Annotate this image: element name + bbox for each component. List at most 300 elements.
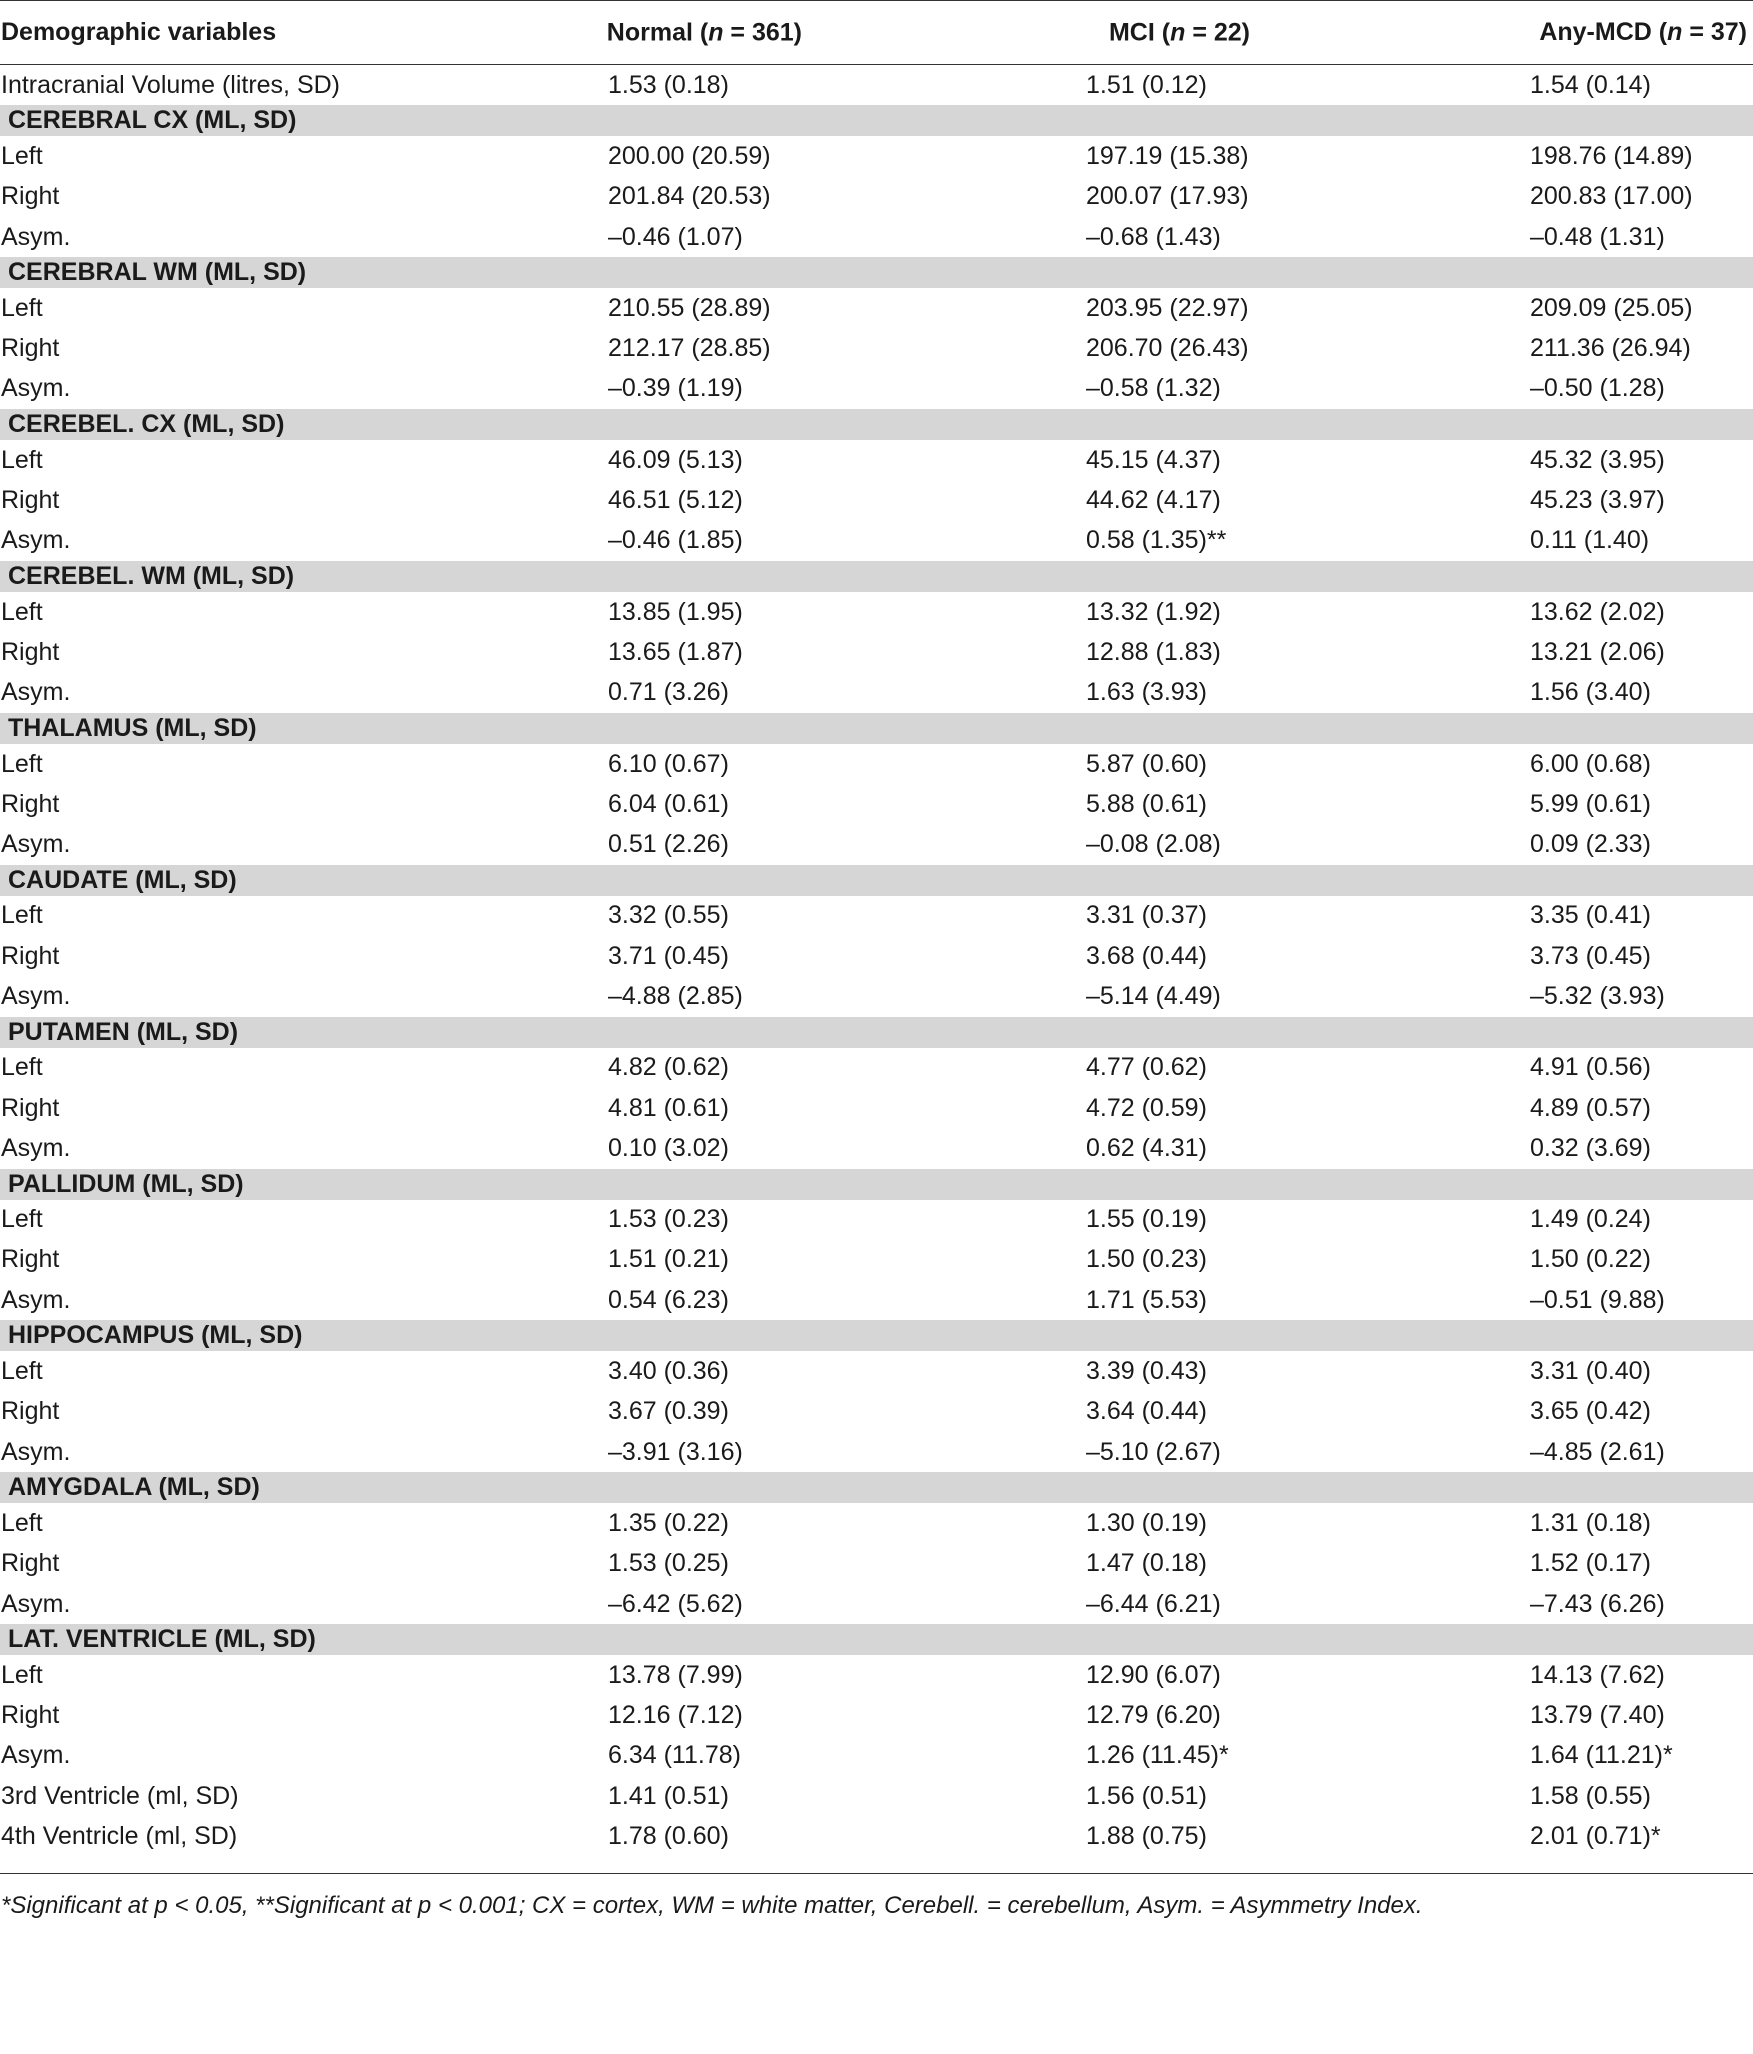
cell-value: 3.71 (0.45) bbox=[608, 941, 729, 970]
table-row bbox=[0, 1432, 1753, 1472]
cell-value: 0.11 (1.40) bbox=[1530, 526, 1650, 555]
section-header-row bbox=[0, 561, 1753, 592]
table-row bbox=[0, 1503, 1753, 1543]
cell-value: 13.85 (1.95) bbox=[608, 597, 743, 626]
row-label: Asym. bbox=[1, 830, 71, 859]
cell-value: 0.58 (1.35)** bbox=[1086, 526, 1227, 555]
cell-value: –6.42 (5.62) bbox=[608, 1589, 743, 1618]
row-label: Right bbox=[1, 1549, 60, 1578]
value-mci bbox=[770, 1432, 1248, 1472]
value-mci bbox=[770, 936, 1248, 976]
section-header-label: HIPPOCAMPUS (ML, SD) bbox=[0, 1320, 1753, 1351]
cell-value: 1.58 (0.55) bbox=[1530, 1781, 1651, 1810]
cell-value: 45.23 (3.97) bbox=[1530, 486, 1665, 515]
cell-value: 4.89 (0.57) bbox=[1530, 1093, 1651, 1122]
value-normal bbox=[560, 1816, 770, 1856]
value-normal bbox=[560, 1200, 770, 1240]
cell-value: 1.52 (0.17) bbox=[1530, 1549, 1651, 1578]
table-row bbox=[0, 177, 1753, 217]
value-any-mcd bbox=[1248, 440, 1753, 480]
cell-value: 3.73 (0.45) bbox=[1530, 941, 1651, 970]
table-row bbox=[0, 1584, 1753, 1624]
value-any-mcd bbox=[1248, 1544, 1753, 1584]
table-row bbox=[0, 632, 1753, 672]
section-header-row bbox=[0, 1472, 1753, 1503]
table-row bbox=[0, 1392, 1753, 1432]
cell-value: –0.46 (1.07) bbox=[608, 222, 743, 251]
table-row bbox=[0, 440, 1753, 480]
row-label: Right bbox=[1, 486, 60, 515]
cell-value: 4.91 (0.56) bbox=[1530, 1053, 1651, 1082]
section-header-label: CEREBRAL WM (ML, SD) bbox=[0, 257, 1753, 288]
cell-value: 1.64 (11.21)* bbox=[1530, 1741, 1673, 1770]
value-any-mcd bbox=[1248, 1655, 1753, 1695]
value-normal bbox=[560, 1696, 770, 1736]
cell-value: 1.51 (0.21) bbox=[608, 1245, 729, 1274]
cell-value: 1.54 (0.14) bbox=[1530, 70, 1651, 99]
cell-value: –0.48 (1.31) bbox=[1530, 222, 1665, 251]
cell-value: 12.88 (1.83) bbox=[1086, 637, 1221, 666]
value-normal bbox=[560, 288, 770, 328]
value-any-mcd bbox=[1248, 1240, 1753, 1280]
value-mci bbox=[770, 1584, 1248, 1624]
cell-value: 4.81 (0.61) bbox=[608, 1093, 729, 1122]
cell-value: 5.88 (0.61) bbox=[1086, 789, 1207, 818]
row-label: Left bbox=[1, 445, 43, 474]
value-any-mcd bbox=[1248, 632, 1753, 672]
value-mci bbox=[770, 440, 1248, 480]
value-mci bbox=[770, 1048, 1248, 1088]
value-mci bbox=[770, 1736, 1248, 1776]
section-header-row bbox=[0, 713, 1753, 744]
section-header-row bbox=[0, 1320, 1753, 1351]
cell-value: 12.90 (6.07) bbox=[1086, 1660, 1221, 1689]
value-normal bbox=[560, 1392, 770, 1432]
value-normal bbox=[560, 1088, 770, 1128]
cell-value: 203.95 (22.97) bbox=[1086, 293, 1249, 322]
table-row bbox=[0, 65, 1753, 106]
value-mci bbox=[770, 177, 1248, 217]
row-label: Asym. bbox=[1, 526, 71, 555]
value-normal bbox=[560, 1351, 770, 1391]
cell-value: 212.17 (28.85) bbox=[608, 334, 771, 363]
value-mci bbox=[770, 136, 1248, 176]
table-row bbox=[0, 217, 1753, 257]
section-header-label: CAUDATE (ML, SD) bbox=[0, 865, 1753, 896]
value-any-mcd bbox=[1248, 369, 1753, 409]
row-label: Right bbox=[1, 941, 60, 970]
row-label: Right bbox=[1, 637, 60, 666]
value-mci bbox=[770, 1816, 1248, 1856]
value-normal bbox=[560, 1432, 770, 1472]
cell-value: 44.62 (4.17) bbox=[1086, 486, 1221, 515]
table-row bbox=[0, 896, 1753, 936]
value-any-mcd bbox=[1248, 1503, 1753, 1543]
section-header-row bbox=[0, 409, 1753, 440]
value-mci bbox=[770, 744, 1248, 784]
value-any-mcd bbox=[1248, 824, 1753, 864]
value-any-mcd bbox=[1248, 1696, 1753, 1736]
value-normal bbox=[560, 136, 770, 176]
cell-value: 200.83 (17.00) bbox=[1530, 182, 1693, 211]
row-label: Asym. bbox=[1, 374, 71, 403]
cell-value: 1.78 (0.60) bbox=[608, 1822, 729, 1851]
row-label: Asym. bbox=[1, 981, 71, 1010]
value-any-mcd bbox=[1248, 1128, 1753, 1168]
row-label: Left bbox=[1, 1205, 43, 1234]
cell-value: 13.21 (2.06) bbox=[1530, 637, 1665, 666]
cell-value: 5.87 (0.60) bbox=[1086, 749, 1207, 778]
value-normal bbox=[560, 1503, 770, 1543]
cell-value: –0.39 (1.19) bbox=[608, 374, 743, 403]
value-any-mcd bbox=[1248, 1584, 1753, 1624]
table-row bbox=[0, 744, 1753, 784]
value-mci bbox=[770, 480, 1248, 520]
row-label: Right bbox=[1, 334, 60, 363]
section-header-label: AMYGDALA (ML, SD) bbox=[0, 1472, 1753, 1503]
cell-value: 2.01 (0.71)* bbox=[1530, 1822, 1661, 1851]
table-row bbox=[0, 369, 1753, 409]
cell-value: 206.70 (26.43) bbox=[1086, 334, 1249, 363]
cell-value: 1.26 (11.45)* bbox=[1086, 1741, 1229, 1770]
row-label: Asym. bbox=[1, 1741, 71, 1770]
table-row bbox=[0, 1048, 1753, 1088]
section-header-label: CEREBEL. CX (ML, SD) bbox=[0, 409, 1753, 440]
cell-value: 3.32 (0.55) bbox=[608, 901, 729, 930]
value-any-mcd bbox=[1248, 784, 1753, 824]
header-row bbox=[0, 1, 1753, 65]
cell-value: 13.78 (7.99) bbox=[608, 1660, 743, 1689]
row-label: 4th Ventricle (ml, SD) bbox=[1, 1822, 238, 1851]
header-normal: Normal (n = 361) bbox=[560, 1, 770, 65]
section-header-row bbox=[0, 1169, 1753, 1200]
value-normal bbox=[560, 1128, 770, 1168]
cell-value: 13.79 (7.40) bbox=[1530, 1701, 1665, 1730]
cell-value: 3.40 (0.36) bbox=[608, 1357, 729, 1386]
cell-value: 201.84 (20.53) bbox=[608, 182, 771, 211]
cell-value: 0.62 (4.31) bbox=[1086, 1133, 1207, 1162]
header-any-mcd: Any-MCD (n = 37) bbox=[1248, 1, 1753, 65]
cell-value: 3.65 (0.42) bbox=[1530, 1397, 1651, 1426]
value-mci bbox=[770, 1696, 1248, 1736]
value-mci bbox=[770, 1776, 1248, 1816]
section-header-row bbox=[0, 1624, 1753, 1655]
cell-value: 209.09 (25.05) bbox=[1530, 293, 1693, 322]
value-normal bbox=[560, 1280, 770, 1320]
cell-value: 1.51 (0.12) bbox=[1086, 70, 1207, 99]
cell-value: 6.34 (11.78) bbox=[608, 1741, 741, 1770]
row-label: Left bbox=[1, 597, 43, 626]
table-row bbox=[0, 784, 1753, 824]
value-mci bbox=[770, 288, 1248, 328]
row-label: Right bbox=[1, 1701, 60, 1730]
cell-value: 1.88 (0.75) bbox=[1086, 1822, 1207, 1851]
row-label: Asym. bbox=[1, 1437, 71, 1466]
value-mci bbox=[770, 1280, 1248, 1320]
cell-value: 200.00 (20.59) bbox=[608, 141, 771, 170]
cell-value: 13.62 (2.02) bbox=[1530, 597, 1665, 626]
value-any-mcd bbox=[1248, 896, 1753, 936]
cell-value: 6.00 (0.68) bbox=[1530, 749, 1651, 778]
cell-value: 4.77 (0.62) bbox=[1086, 1053, 1207, 1082]
value-mci bbox=[770, 896, 1248, 936]
value-mci bbox=[770, 1503, 1248, 1543]
value-normal bbox=[560, 744, 770, 784]
value-any-mcd bbox=[1248, 936, 1753, 976]
value-mci bbox=[770, 65, 1248, 106]
value-mci bbox=[770, 1200, 1248, 1240]
value-normal bbox=[560, 784, 770, 824]
value-any-mcd bbox=[1248, 1280, 1753, 1320]
table-row bbox=[0, 136, 1753, 176]
value-normal bbox=[560, 1240, 770, 1280]
cell-value: 1.53 (0.25) bbox=[608, 1549, 729, 1578]
table-row bbox=[0, 521, 1753, 561]
value-mci bbox=[770, 1128, 1248, 1168]
cell-value: 6.10 (0.67) bbox=[608, 749, 729, 778]
value-any-mcd bbox=[1248, 1351, 1753, 1391]
cell-value: 1.49 (0.24) bbox=[1530, 1205, 1651, 1234]
value-normal bbox=[560, 328, 770, 368]
table-row bbox=[0, 936, 1753, 976]
cell-value: 0.09 (2.33) bbox=[1530, 830, 1651, 859]
table-row bbox=[0, 1544, 1753, 1584]
table-row bbox=[0, 1736, 1753, 1776]
value-any-mcd bbox=[1248, 1816, 1753, 1856]
value-normal bbox=[560, 177, 770, 217]
value-normal bbox=[560, 824, 770, 864]
cell-value: 198.76 (14.89) bbox=[1530, 141, 1693, 170]
cell-value: 1.30 (0.19) bbox=[1086, 1508, 1207, 1537]
cell-value: –3.91 (3.16) bbox=[608, 1437, 743, 1466]
row-label: Left bbox=[1, 1053, 43, 1082]
cell-value: 200.07 (17.93) bbox=[1086, 182, 1249, 211]
cell-value: 12.16 (7.12) bbox=[608, 1701, 743, 1730]
cell-value: 4.82 (0.62) bbox=[608, 1053, 729, 1082]
value-any-mcd bbox=[1248, 136, 1753, 176]
value-any-mcd bbox=[1248, 1088, 1753, 1128]
value-normal bbox=[560, 1776, 770, 1816]
cell-value: 1.53 (0.18) bbox=[608, 70, 729, 99]
row-label: Intracranial Volume (litres, SD) bbox=[1, 70, 341, 99]
row-label: 3rd Ventricle (ml, SD) bbox=[1, 1781, 239, 1810]
cell-value: 3.68 (0.44) bbox=[1086, 941, 1207, 970]
value-normal bbox=[560, 369, 770, 409]
row-label: Left bbox=[1, 1357, 43, 1386]
table-row bbox=[0, 1655, 1753, 1695]
row-label: Left bbox=[1, 293, 43, 322]
cell-value: 4.72 (0.59) bbox=[1086, 1093, 1207, 1122]
cell-value: –0.51 (9.88) bbox=[1530, 1285, 1665, 1314]
section-header-label: CEREBEL. WM (ML, SD) bbox=[0, 561, 1753, 592]
section-header-row bbox=[0, 1017, 1753, 1048]
value-normal bbox=[560, 521, 770, 561]
section-header-label: CEREBRAL CX (ML, SD) bbox=[0, 105, 1753, 136]
cell-value: 6.04 (0.61) bbox=[608, 789, 729, 818]
value-normal bbox=[560, 1655, 770, 1695]
table-row bbox=[0, 673, 1753, 713]
row-label: Right bbox=[1, 789, 60, 818]
cell-value: 1.50 (0.22) bbox=[1530, 1245, 1651, 1274]
cell-value: 3.67 (0.39) bbox=[608, 1397, 729, 1426]
value-any-mcd bbox=[1248, 521, 1753, 561]
row-label: Right bbox=[1, 182, 60, 211]
cell-value: –6.44 (6.21) bbox=[1086, 1589, 1221, 1618]
table-row bbox=[0, 824, 1753, 864]
section-header-row bbox=[0, 257, 1753, 288]
table-row bbox=[0, 288, 1753, 328]
value-normal bbox=[560, 673, 770, 713]
value-normal bbox=[560, 1584, 770, 1624]
value-mci bbox=[770, 1240, 1248, 1280]
cell-value: –0.08 (2.08) bbox=[1086, 830, 1221, 859]
cell-value: 211.36 (26.94) bbox=[1530, 334, 1691, 363]
table-body bbox=[0, 65, 1753, 1857]
value-mci bbox=[770, 1392, 1248, 1432]
cell-value: –0.68 (1.43) bbox=[1086, 222, 1221, 251]
row-label: Asym. bbox=[1, 222, 71, 251]
cell-value: 3.35 (0.41) bbox=[1530, 901, 1651, 930]
row-label: Left bbox=[1, 901, 43, 930]
section-header-label: LAT. VENTRICLE (ML, SD) bbox=[0, 1624, 1753, 1655]
cell-value: 3.39 (0.43) bbox=[1086, 1357, 1207, 1386]
table-row bbox=[0, 1776, 1753, 1816]
value-normal bbox=[560, 936, 770, 976]
table-row bbox=[0, 1088, 1753, 1128]
value-normal bbox=[560, 480, 770, 520]
value-any-mcd bbox=[1248, 217, 1753, 257]
value-normal bbox=[560, 1544, 770, 1584]
value-any-mcd bbox=[1248, 744, 1753, 784]
row-label: Right bbox=[1, 1245, 60, 1274]
row-label: Right bbox=[1, 1397, 60, 1426]
value-normal bbox=[560, 440, 770, 480]
cell-value: 1.35 (0.22) bbox=[608, 1508, 729, 1537]
cell-value: 46.09 (5.13) bbox=[608, 445, 743, 474]
cell-value: 0.51 (2.26) bbox=[608, 830, 729, 859]
section-header-label: PALLIDUM (ML, SD) bbox=[0, 1169, 1753, 1200]
cell-value: 0.10 (3.02) bbox=[608, 1133, 729, 1162]
cell-value: 3.31 (0.40) bbox=[1530, 1357, 1651, 1386]
cell-value: 0.32 (3.69) bbox=[1530, 1133, 1651, 1162]
row-label: Asym. bbox=[1, 1589, 71, 1618]
cell-value: 13.65 (1.87) bbox=[608, 637, 743, 666]
value-normal bbox=[560, 217, 770, 257]
value-normal bbox=[560, 1736, 770, 1776]
section-header-label: THALAMUS (ML, SD) bbox=[0, 713, 1753, 744]
cell-value: 13.32 (1.92) bbox=[1086, 597, 1221, 626]
value-mci bbox=[770, 673, 1248, 713]
cell-value: –5.32 (3.93) bbox=[1530, 981, 1665, 1010]
cell-value: 0.54 (6.23) bbox=[608, 1285, 729, 1314]
table-row bbox=[0, 328, 1753, 368]
cell-value: 1.50 (0.23) bbox=[1086, 1245, 1207, 1274]
value-any-mcd bbox=[1248, 1432, 1753, 1472]
value-any-mcd bbox=[1248, 1392, 1753, 1432]
value-any-mcd bbox=[1248, 1776, 1753, 1816]
table-row bbox=[0, 480, 1753, 520]
cell-value: –0.50 (1.28) bbox=[1530, 374, 1665, 403]
value-mci bbox=[770, 784, 1248, 824]
value-mci bbox=[770, 217, 1248, 257]
cell-value: –5.10 (2.67) bbox=[1086, 1437, 1221, 1466]
section-header-row bbox=[0, 865, 1753, 896]
row-label: Left bbox=[1, 749, 43, 778]
value-normal bbox=[560, 65, 770, 106]
cell-value: –0.58 (1.32) bbox=[1086, 374, 1221, 403]
value-any-mcd bbox=[1248, 592, 1753, 632]
value-mci bbox=[770, 632, 1248, 672]
value-mci bbox=[770, 976, 1248, 1016]
value-mci bbox=[770, 521, 1248, 561]
table-row bbox=[0, 1240, 1753, 1280]
row-label: Left bbox=[1, 1660, 43, 1689]
cell-value: 1.41 (0.51) bbox=[608, 1781, 729, 1810]
row-label: Asym. bbox=[1, 1133, 71, 1162]
cell-value: 45.15 (4.37) bbox=[1086, 445, 1221, 474]
value-any-mcd bbox=[1248, 328, 1753, 368]
value-normal bbox=[560, 592, 770, 632]
value-any-mcd bbox=[1248, 976, 1753, 1016]
row-label: Left bbox=[1, 1508, 43, 1537]
value-normal bbox=[560, 632, 770, 672]
cell-value: 46.51 (5.12) bbox=[608, 486, 743, 515]
cell-value: 3.31 (0.37) bbox=[1086, 901, 1207, 930]
value-mci bbox=[770, 1655, 1248, 1695]
cell-value: 1.47 (0.18) bbox=[1086, 1549, 1207, 1578]
table-row bbox=[0, 976, 1753, 1016]
table-row bbox=[0, 1280, 1753, 1320]
cell-value: 1.53 (0.23) bbox=[608, 1205, 729, 1234]
cell-value: 1.31 (0.18) bbox=[1530, 1508, 1651, 1537]
value-any-mcd bbox=[1248, 480, 1753, 520]
value-mci bbox=[770, 824, 1248, 864]
cell-value: –4.88 (2.85) bbox=[608, 981, 743, 1010]
cell-value: 12.79 (6.20) bbox=[1086, 1701, 1221, 1730]
row-label: Right bbox=[1, 1093, 60, 1122]
header-demographic-variables: Demographic variables bbox=[0, 1, 560, 65]
header-mci: MCI (n = 22) bbox=[770, 1, 1248, 65]
table-row bbox=[0, 1696, 1753, 1736]
cell-value: 3.64 (0.44) bbox=[1086, 1397, 1207, 1426]
cell-value: 1.63 (3.93) bbox=[1086, 678, 1207, 707]
table-row bbox=[0, 1128, 1753, 1168]
value-mci bbox=[770, 1088, 1248, 1128]
value-any-mcd bbox=[1248, 1736, 1753, 1776]
cell-value: –0.46 (1.85) bbox=[608, 526, 743, 555]
table-row bbox=[0, 1200, 1753, 1240]
cell-value: –5.14 (4.49) bbox=[1086, 981, 1221, 1010]
value-mci bbox=[770, 328, 1248, 368]
value-normal bbox=[560, 1048, 770, 1088]
table-row bbox=[0, 1351, 1753, 1391]
value-normal bbox=[560, 976, 770, 1016]
cell-value: 210.55 (28.89) bbox=[608, 293, 771, 322]
table-row bbox=[0, 592, 1753, 632]
value-any-mcd bbox=[1248, 1200, 1753, 1240]
value-any-mcd bbox=[1248, 288, 1753, 328]
cell-value: 0.71 (3.26) bbox=[608, 678, 729, 707]
table-footnote: *Significant at p < 0.05, **Significant at p < 0.001; CX = cortex, WM = white matter, Cerebell. = cerebellum, Asym. = Asymmetry Index. bbox=[0, 1873, 1753, 1920]
row-label: Left bbox=[1, 141, 43, 170]
cell-value: 45.32 (3.95) bbox=[1530, 445, 1665, 474]
value-normal bbox=[560, 896, 770, 936]
row-label: Asym. bbox=[1, 1285, 71, 1314]
value-mci bbox=[770, 592, 1248, 632]
value-mci bbox=[770, 1351, 1248, 1391]
value-any-mcd bbox=[1248, 1048, 1753, 1088]
value-mci bbox=[770, 1544, 1248, 1584]
